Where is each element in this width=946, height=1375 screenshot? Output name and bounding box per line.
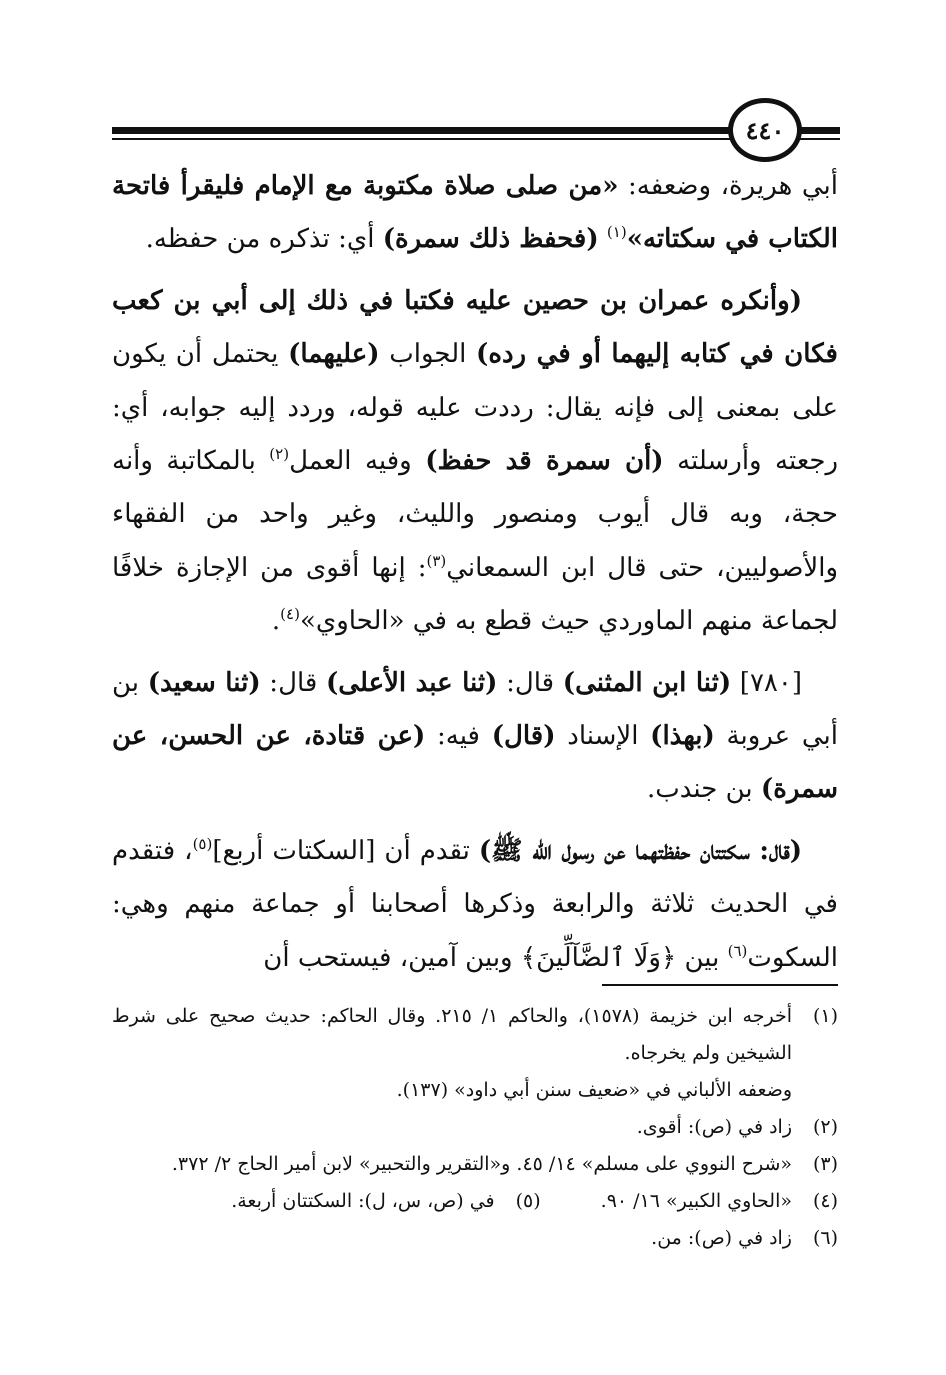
footnote-ref-2: (٢): [269, 445, 290, 464]
text-segment: قال:: [497, 667, 563, 698]
footnote-text: أخرجه ابن خزيمة (١٥٧٨)، والحاكم ١/ ٢١٥. وقال الحاكم: حديث صحيح على شرط الشيخين ولم يخرجاه.: [112, 1005, 792, 1064]
text-segment: وفيه العمل: [289, 446, 426, 477]
text-segment: وبين آمين، فيستحب أن: [263, 942, 521, 973]
header-rule-stub-thin: [800, 138, 840, 140]
text-segment: ، فتقدم في الحديث ثلاثة والرابعة وذكرها أصحابنا أو جماعة منهم وهي: السكوت: [112, 835, 838, 973]
text-segment: يحتمل أن يكون على بمعنى إلى فإنه يقال: رددت عليه قوله، وردد إليه جوابه، أي: رجعته وأرسلته: [112, 339, 839, 477]
text-segment: بن أبي عروبة: [112, 667, 838, 752]
matn-phrase: (قال): [491, 721, 556, 752]
matn-phrase: (ثنا سعيد): [147, 667, 261, 698]
matn-phrase: (أن سمرة قد حفظ): [425, 446, 664, 477]
text-segment: أبي هريرة، وضعفه:: [618, 171, 838, 201]
footnote-4: [601, 1183, 838, 1220]
footnote-number: (٣): [812, 1153, 838, 1175]
footnote-number: (٦): [812, 1227, 838, 1249]
footnote-1: [112, 998, 838, 1072]
header-rule-stub: [800, 127, 840, 134]
quran-verse: ﴿وَلَا ٱلضَّآلِّينَ﴾: [520, 942, 677, 973]
text-segment: أي: تذكره من حفظه.: [145, 224, 383, 255]
matn-phrase: (عن قتادة، عن الحسن، عن سمرة): [112, 721, 838, 805]
text-segment: : إنها أقوى من الإجازة خلافًا لجماعة منهم الماوردي حيث قطع به في «الحاوي»: [112, 552, 838, 637]
footnote-number: (٢): [812, 1116, 838, 1138]
matn-phrase: (قال: سكتتان حفظتهما عن رسول الله ﷺ): [478, 835, 803, 866]
page-header: [0, 0, 946, 180]
paragraph-2: [112, 275, 838, 649]
text-segment: بالمكاتبة وأنه حجة، وبه قال أيوب ومنصور والليث، وغير واحد من الفقهاء والأصوليين، حتى قال ابن السمعاني: [112, 446, 839, 583]
text-segment: .: [271, 606, 281, 637]
page-number: ٤٤٠: [728, 98, 802, 162]
text-segment: [599, 224, 607, 254]
paragraph-1: [112, 160, 838, 267]
footnote-2: [112, 1109, 838, 1146]
text-segment: بين: [676, 942, 728, 973]
footnote-number: (١): [812, 1005, 838, 1027]
text-segment: قال:: [260, 667, 326, 698]
paragraph-4: [112, 825, 838, 985]
header-rule-thick: [112, 127, 730, 134]
text-segment: الإسناد: [555, 721, 651, 752]
footnote-1-continuation: وضعفه الألباني في «ضعيف سنن أبي داود» (١٣٧).: [396, 1079, 792, 1101]
footnote-ref-6: (٦): [727, 941, 748, 960]
matn-phrase: (وأنكره عمران بن حصين عليه فكتبا في ذلك إلى أبي بن كعب فكان في كتابه إليهما أو في رده): [112, 285, 838, 370]
footnote-text: زاد في (ص): من.: [651, 1227, 792, 1249]
footnote-text: «شرح النووي على مسلم» ١٤/ ٤٥. و«التقرير والتحبير» لابن أمير الحاج ٢/ ٣٧٢.: [171, 1153, 792, 1175]
footnote-number: (٤): [812, 1190, 838, 1212]
paragraph-3: [112, 657, 838, 817]
text-segment: الجواب: [379, 339, 477, 370]
footnote-5: [231, 1183, 540, 1220]
matn-phrase: (ثنا عبد الأعلى): [326, 667, 498, 698]
matn-phrase: (فحفظ ذلك سمرة): [382, 224, 599, 255]
matn-phrase: (ثنا ابن المثنى): [562, 667, 732, 698]
main-text: [112, 160, 838, 985]
footnote-ref-4: (٤): [280, 605, 300, 624]
footnote-3: [112, 1146, 838, 1183]
footnote-separator: [602, 984, 838, 986]
hadith-quote: «من صلى صلاة مكتوبة مع الإمام فليقرأ فاتحة الكتاب في سكتاته»: [112, 171, 838, 255]
hadith-number: [٧٨٠]: [731, 667, 803, 698]
text-segment: تقدم أن [السكتات أربع]: [212, 835, 479, 866]
matn-phrase: (بهذا): [650, 721, 715, 752]
matn-phrase: (عليهما): [288, 339, 380, 370]
footnote-text: «الحاوي الكبير» ١٦/ ٩٠.: [600, 1190, 792, 1212]
footnote-6: [112, 1220, 838, 1257]
footnote-ref-3: (٣): [426, 551, 447, 570]
text-segment: فيه:: [425, 721, 492, 752]
footnote-text: في (ص، س، ل): السكتتان أربعة.: [231, 1190, 495, 1212]
text-segment: بن جندب.: [647, 774, 761, 805]
footnote-ref-5: (٥): [192, 834, 213, 853]
footnote-text: زاد في (ص): أقوى.: [636, 1116, 792, 1138]
footnotes: [112, 998, 838, 1257]
footnote-number: (٥): [515, 1190, 541, 1212]
header-rule-thin: [112, 138, 730, 140]
footnote-pair-4-5: [112, 1183, 838, 1220]
footnote-ref-1: (١): [606, 223, 627, 242]
